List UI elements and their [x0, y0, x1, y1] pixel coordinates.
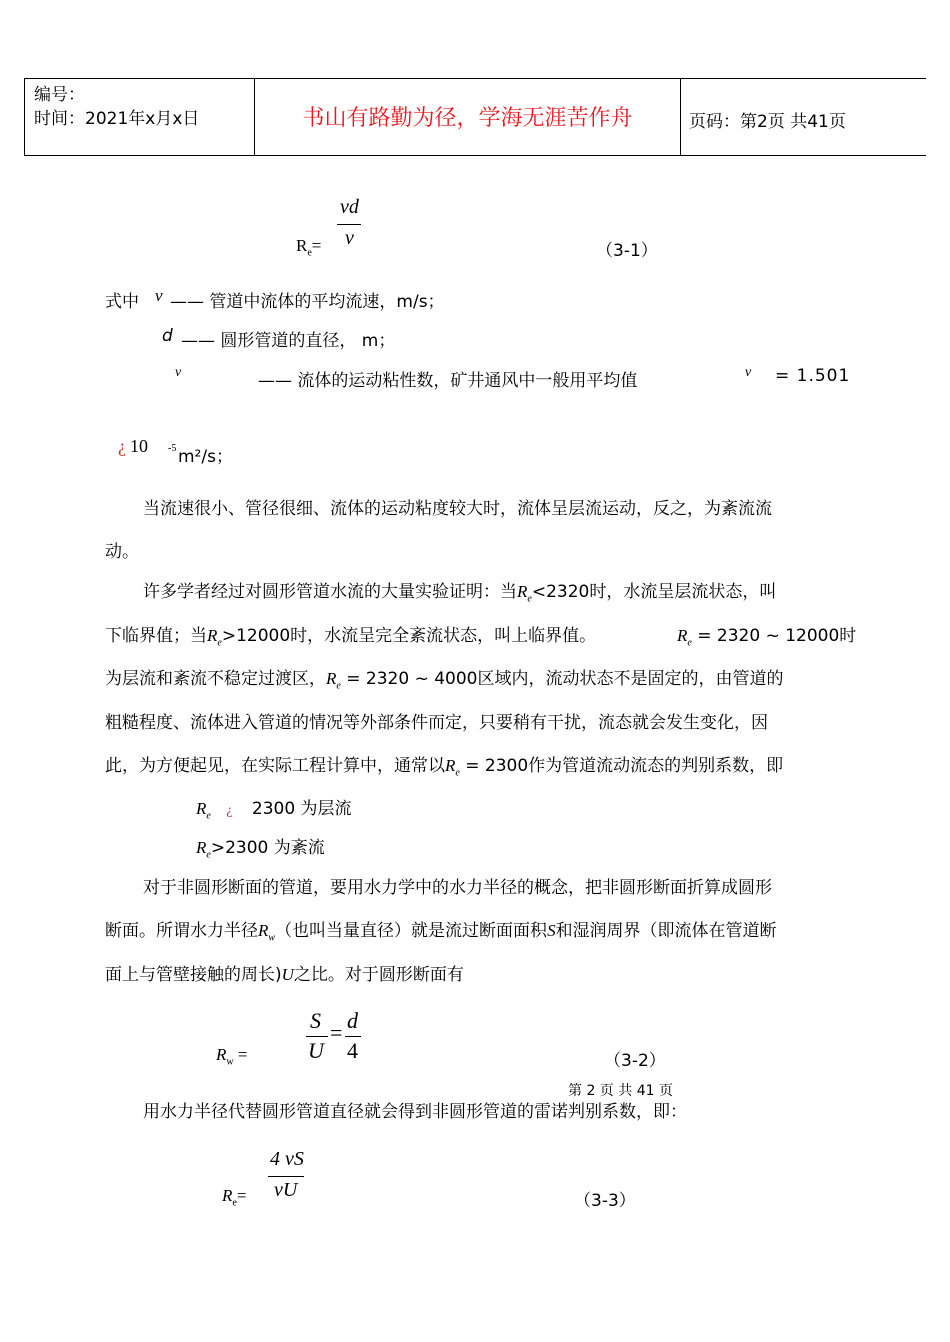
para3-line1: 对于非圆形断面的管道，要用水力学中的水力半径的概念，把非圆形断面折算成圆形	[143, 878, 772, 898]
def-nu-value: = 1.501	[775, 366, 851, 386]
eq2-den1: U	[308, 1038, 324, 1063]
para4: 用水力半径代替圆形管道直径就会得到非圆形管道的雷诺判别系数，即：	[143, 1102, 687, 1122]
def-d-text: —— 圆形管道的直径， m；	[181, 331, 396, 351]
def-nu-text: —— 流体的运动粘性数，矿井通风中一般用平均值	[258, 371, 638, 391]
eq3-tag: （3-3）	[574, 1191, 636, 1211]
def-nu-symbol: v	[175, 365, 182, 380]
para1-line2: 动。	[105, 542, 139, 562]
para2-line2: 下临界值；当$R_e>12000$时，水流呈完全紊流状态，叫上临界值。	[105, 626, 597, 649]
para3-line3: 面上与管壁接触的周长)U之比。对于圆形断面有	[105, 965, 464, 985]
criterion-laminar: $R_e$ ¿ 2300 为层流	[196, 799, 352, 822]
page-label: 页码：第2页 共41页	[689, 112, 846, 132]
unit-exponent: -5	[168, 443, 177, 454]
eq1-tag: （3-1）	[596, 241, 658, 261]
eq2-den2: 4	[347, 1038, 358, 1063]
motto: 书山有路勤为径，学海无涯苦作舟	[302, 106, 633, 131]
page-footer: 第 2 页 共 41 页	[568, 1083, 673, 1099]
eq1-numerator: vd	[340, 196, 359, 218]
header-motto-cell	[255, 79, 681, 155]
def-v-lead: 式中	[105, 292, 139, 312]
eq2-mid-eq: =	[330, 1020, 343, 1045]
eq3-lhs: $R_e=$	[222, 1186, 247, 1209]
def-v-symbol: v	[155, 286, 163, 305]
para3-line2: 断面。所谓水力半径$R_w$（也叫当量直径）就是流过断面面积S和湿润周界（即流体在管道断	[105, 921, 777, 944]
eq2-lhs: $R_w$ =	[216, 1045, 248, 1068]
unit-rest: m²/s；	[178, 447, 233, 467]
def-d-symbol: d	[162, 326, 173, 346]
eq3-fraction-line	[268, 1176, 304, 1177]
para2-line2-tail: $R_e = 2320$ ~ 12000时	[677, 626, 857, 649]
header-info-cell	[25, 79, 255, 155]
para2-line5: 此，为方便起见，在实际工程计算中，通常以$R_e = 2300$作为管道流动流态的判别系数，即	[105, 756, 784, 779]
eq1-denominator: v	[345, 227, 354, 249]
eq2-num1: S	[310, 1008, 321, 1033]
eq2-line1	[306, 1036, 328, 1037]
eq1-lhs: $R_e=$	[296, 236, 322, 259]
eq2-num2: d	[347, 1008, 358, 1033]
para2-line1: 许多学者经过对圆形管道水流的大量实验证明：当$R_e<2320$时，水流呈层流状态，叫	[143, 582, 777, 605]
unit-ten: 10	[130, 436, 148, 456]
para2-line4: 粗糙程度、流体进入管道的情况等外部条件而定，只要稍有干扰，流态就会发生变化，因	[105, 713, 768, 733]
header-page-cell	[681, 79, 926, 155]
eq2-line2	[345, 1036, 361, 1037]
eq2-tag: （3-2）	[604, 1051, 666, 1071]
unit-glyph: ¿	[118, 436, 126, 456]
eq1-fraction-line	[337, 224, 361, 225]
eq3-numerator: 4 vS	[270, 1148, 304, 1170]
para1-line1: 当流速很小、管径很细、流体的运动粘度较大时，流体呈层流运动，反之，为紊流流	[143, 499, 772, 519]
criterion-turbulent: $R_e>2300$ 为紊流	[196, 838, 325, 861]
time-label: 时间：2021年x月x日	[34, 109, 200, 129]
def-v-text: —— 管道中流体的平均流速，m/s；	[170, 292, 445, 312]
para2-line3: 为层流和紊流不稳定过渡区，$R_e = 2320$ ~ 4000区域内，流动状态不是固定的，由管道的	[105, 669, 784, 692]
number-label: 编号：	[34, 85, 85, 105]
eq3-denominator: vU	[274, 1179, 298, 1201]
page-header	[24, 78, 926, 156]
def-nu-symbol-2: v	[745, 365, 752, 380]
